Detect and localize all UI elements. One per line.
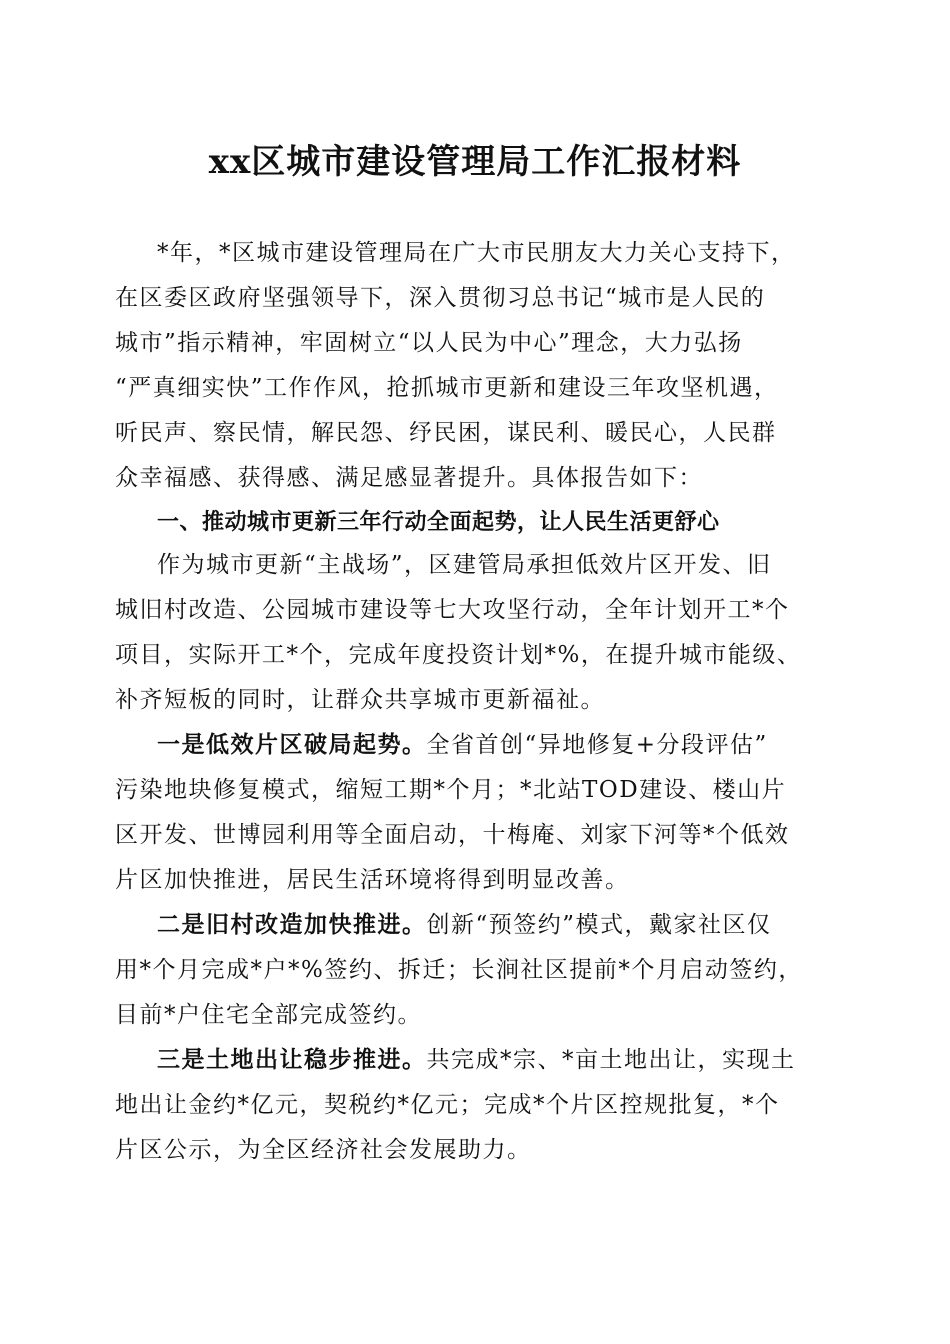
item-2-line-2: 用*个月完成*户*%签约、拆迁；长涧社区提前*个月启动签约， — [115, 957, 803, 983]
section-1-heading: 一、推动城市更新三年行动全面起势，让人民生活更舒心 — [157, 510, 720, 535]
section-1-line-3: 项目，实际开工*个，完成年度投资计划*%，在提升城市能级、 — [115, 642, 802, 668]
item-3-line-2: 地出让金约*亿元，契税约*亿元；完成*个片区控规批复，*个 — [115, 1092, 780, 1118]
item-1-line-3: 区开发、世博园利用等全面启动，十梅庵、刘家下河等*个低效 — [115, 822, 790, 848]
item-3-line-1 — [157, 1043, 796, 1077]
item-2-lead: 二是旧村改造加快推进。 — [157, 911, 427, 938]
intro-line-4: “严真细实快”工作作风，抢抓城市更新和建设三年攻坚机遇， — [115, 375, 779, 401]
item-2-first-text: 创新“预签约”模式，戴家社区仅 — [426, 912, 772, 938]
section-1-line-2: 城旧村改造、公园城市建设等七大攻坚行动，全年计划开工*个 — [115, 597, 790, 623]
intro-line-1: *年，*区城市建设管理局在广大市民朋友大力关心支持下， — [157, 240, 796, 266]
item-1-line-4: 片区加快推进，居民生活环境将得到明显改善。 — [115, 867, 630, 893]
intro-line-3: 城市”指示精神，牢固树立“以人民为中心”理念，大力弘扬 — [115, 330, 743, 356]
document-title: xx区城市建设管理局工作汇报材料 — [208, 142, 742, 182]
section-1-line-1: 作为城市更新“主战场”，区建管局承担低效片区开发、旧 — [157, 552, 772, 578]
item-2-line-3: 目前*户住宅全部完成签约。 — [115, 1002, 422, 1028]
intro-line-2: 在区委区政府坚强领导下，深入贯彻习总书记“城市是人民的 — [115, 285, 766, 311]
item-1-line-1 — [157, 728, 768, 762]
section-1-line-4: 补齐短板的同时，让群众共享城市更新福祉。 — [115, 687, 605, 713]
intro-line-5: 听民声、察民情，解民怨、纾民困，谋民利、暖民心，人民群 — [115, 420, 777, 446]
item-1-lead: 一是低效片区破局起势。 — [157, 731, 427, 758]
item-3-lead: 三是土地出让稳步推进。 — [157, 1046, 427, 1073]
intro-line-6: 众幸福感、获得感、满足感显著提升。具体报告如下： — [115, 465, 703, 491]
item-2-line-1 — [157, 908, 772, 942]
item-3-line-3: 片区公示，为全区经济社会发展助力。 — [115, 1137, 532, 1163]
item-1-line-2: 污染地块修复模式，缩短工期*个月；*北站TOD建设、楼山片 — [115, 777, 787, 803]
item-3-first-text: 共完成*宗、*亩土地出让，实现土 — [426, 1047, 796, 1073]
item-1-first-text: 全省首创“异地修复+分段评估” — [426, 732, 768, 758]
